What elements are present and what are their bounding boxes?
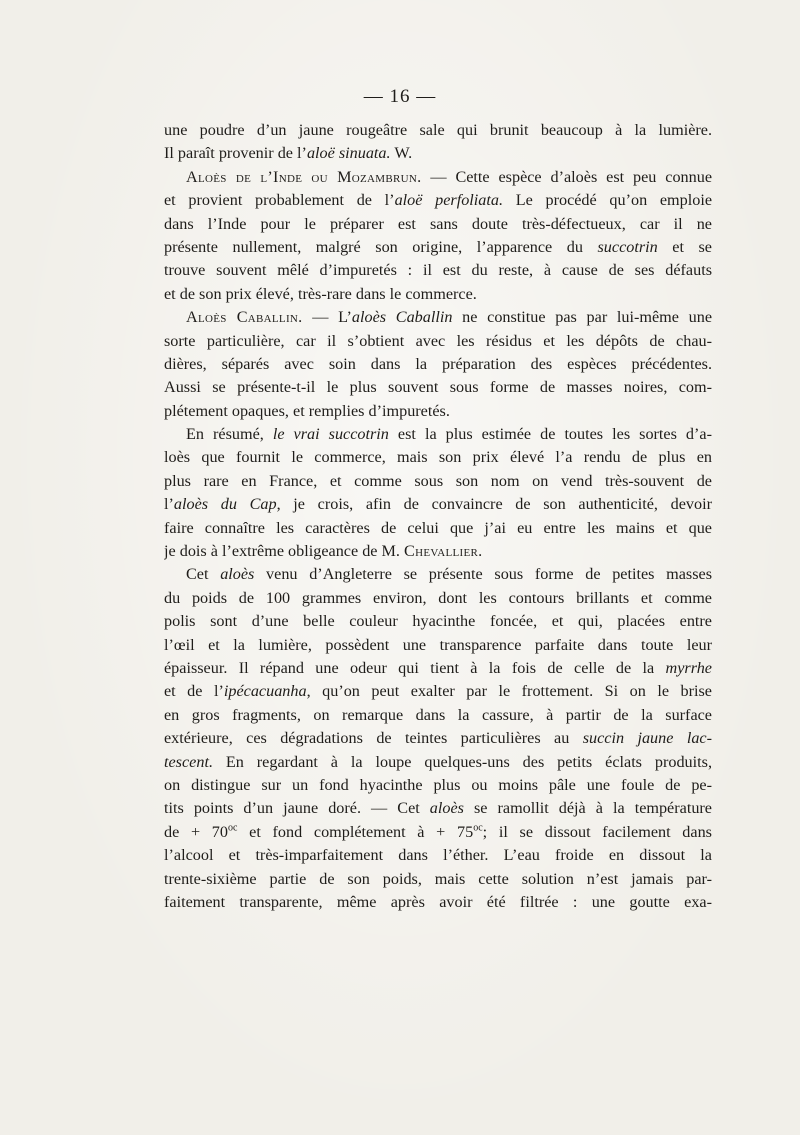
- text-line: [164, 189, 712, 212]
- text-line: [164, 634, 712, 657]
- italic-text: aloès: [429, 799, 464, 818]
- text-run: ne constitue pas par lui-même une: [452, 308, 712, 327]
- text-line: [164, 283, 712, 306]
- text-run: et de l’: [164, 682, 224, 701]
- text-run: et fond complétement à + 75: [237, 822, 474, 841]
- italic-text: succotrin: [597, 237, 658, 256]
- text-run: loès que fournit le commerce, mais son prix élevé l’a rendu de plus en: [164, 448, 712, 467]
- text-run: faitement transparente, même après avoir été filtrée : une goutte exa-: [164, 892, 712, 911]
- small-caps-text: Aloès Caballin.: [186, 308, 303, 327]
- text-line: [164, 844, 712, 867]
- text-run: Cet: [186, 565, 221, 584]
- text-line: [164, 213, 712, 236]
- superscript-text: oc: [473, 822, 483, 834]
- text-run: — L’: [302, 308, 352, 327]
- text-run: l’alcool et très-imparfaitement dans l’éther. L’eau froide en dissout la: [164, 846, 712, 865]
- text-run: W.: [390, 144, 413, 163]
- text-line: [164, 868, 712, 891]
- text-run: trouve souvent mêlé d’impuretés : il est du reste, à cause de ses défauts: [164, 261, 712, 280]
- text-run: , qu’on peut exalter par le frottement. Si on le brise: [306, 682, 712, 701]
- text-line: [164, 587, 712, 610]
- text-line: [164, 446, 712, 469]
- text-run: extérieure, ces dégradations de teintes particulières au: [164, 729, 583, 748]
- text-line: [164, 400, 712, 423]
- text-run: plus rare en France, et comme sous son nom on vend très-souvent de: [164, 471, 712, 490]
- text-run: En regardant à la loupe quelques-uns des petits éclats produits,: [213, 752, 712, 771]
- italic-text: aloë perfoliata.: [394, 191, 504, 210]
- text-line: [164, 330, 712, 353]
- text-line: [164, 142, 712, 165]
- text-line: [164, 470, 712, 493]
- text-run: une poudre d’un jaune rougeâtre sale qui brunit beaucoup à la lumière.: [164, 121, 712, 139]
- text-run: je dois à l’extrême obligeance de M.: [164, 542, 405, 561]
- text-line: [164, 727, 712, 750]
- text-run: dières, séparés avec soin dans la préparation des espèces précédentes.: [164, 354, 712, 373]
- text-line: [164, 306, 712, 329]
- text-run: sorte particulière, car il s’obtient avec les résidus et les dépôts de chau-: [164, 331, 712, 350]
- text-run: trente-sixième partie de son poids, mais cette solution n’est jamais par-: [164, 869, 712, 888]
- text-run: de + 70: [164, 822, 228, 841]
- text-line: [164, 891, 712, 914]
- text-line: [164, 517, 712, 540]
- italic-text: myrrhe: [665, 658, 712, 677]
- text-run: Aussi se présente-t-il le plus souvent sous forme de masses noires, com-: [164, 378, 712, 397]
- text-line: [164, 119, 712, 142]
- text-line: [164, 376, 712, 399]
- text-run: Il paraît provenir de l’: [164, 144, 307, 163]
- text-run: est la plus estimée de toutes les sortes d’a-: [388, 425, 712, 444]
- italic-text: tescent.: [164, 752, 213, 771]
- text-line: [164, 259, 712, 282]
- text-run: venu d’Angleterre se présente sous forme de petites masses: [254, 565, 712, 584]
- text-run: faire connaître les caractères de celui que j’ai eu entre les mains et que: [164, 518, 712, 537]
- text-run: polis sont d’une belle couleur hyacinthe foncée, et qui, placées entre: [164, 612, 712, 631]
- text-run: En résumé,: [186, 425, 273, 444]
- italic-text: aloë sinuata.: [306, 144, 391, 163]
- superscript-text: oc: [228, 822, 238, 834]
- small-caps-text: Chevallier.: [404, 542, 483, 561]
- text-line: [164, 423, 712, 446]
- text-line: [164, 821, 712, 844]
- text-run: se ramollit déjà à la température: [463, 799, 712, 818]
- small-caps-text: Aloès de l’Inde ou Mozambrun.: [186, 167, 422, 186]
- italic-text: succin jaune lac-: [582, 729, 712, 748]
- body-text: [164, 119, 712, 914]
- text-line: [164, 797, 712, 820]
- text-run: du poids de 100 grammes environ, dont les contours brillants et comme: [164, 588, 712, 607]
- text-line: [164, 540, 712, 563]
- text-line: [164, 493, 712, 516]
- text-run: Le procédé qu’on emploie: [503, 191, 712, 210]
- text-run: , je crois, afin de convaincre de son authenticité, devoir: [276, 495, 712, 514]
- text-line: [164, 774, 712, 797]
- text-line: [164, 704, 712, 727]
- text-line: [164, 166, 712, 189]
- text-line: [164, 610, 712, 633]
- text-run: l’: [164, 495, 174, 514]
- text-run: l’œil et la lumière, possèdent une transparence parfaite dans toute leur: [164, 635, 712, 654]
- text-run: on distingue sur un fond hyacinthe plus ou moins pâle une foule de pe-: [164, 775, 712, 794]
- text-line: [164, 563, 712, 586]
- text-run: et se: [657, 237, 712, 256]
- text-run: dans l’Inde pour le préparer est sans doute très-défectueux, car il ne: [164, 214, 712, 233]
- italic-text: aloès Caballin: [351, 308, 453, 327]
- text-line: [164, 680, 712, 703]
- text-run: et provient probablement de l’: [164, 191, 395, 210]
- text-line: [164, 657, 712, 680]
- italic-text: ipécacuanha: [223, 682, 307, 701]
- text-run: en gros fragments, on remarque dans la cassure, à partir de la surface: [164, 705, 712, 724]
- italic-text: aloès: [220, 565, 255, 584]
- text-line: [164, 236, 712, 259]
- text-run: et de son prix élevé, très-rare dans le commerce.: [164, 284, 477, 303]
- text-run: épaisseur. Il répand une odeur qui tient à la fois de celle de la: [164, 658, 666, 677]
- text-line: [164, 751, 712, 774]
- text-run: présente nullement, malgré son origine, l’apparence du: [164, 237, 598, 256]
- text-run: — Cette espèce d’aloès est peu connue: [421, 167, 712, 186]
- italic-text: aloès du Cap: [173, 495, 277, 514]
- text-run: plétement opaques, et remplies d’impuretés.: [164, 401, 450, 420]
- italic-text: le vrai succotrin: [272, 425, 389, 444]
- text-run: ; il se dissout facilement dans: [482, 822, 712, 841]
- page-number: — 16 —: [363, 86, 437, 107]
- text-line: [164, 353, 712, 376]
- text-run: tits points d’un jaune doré. — Cet: [164, 799, 430, 818]
